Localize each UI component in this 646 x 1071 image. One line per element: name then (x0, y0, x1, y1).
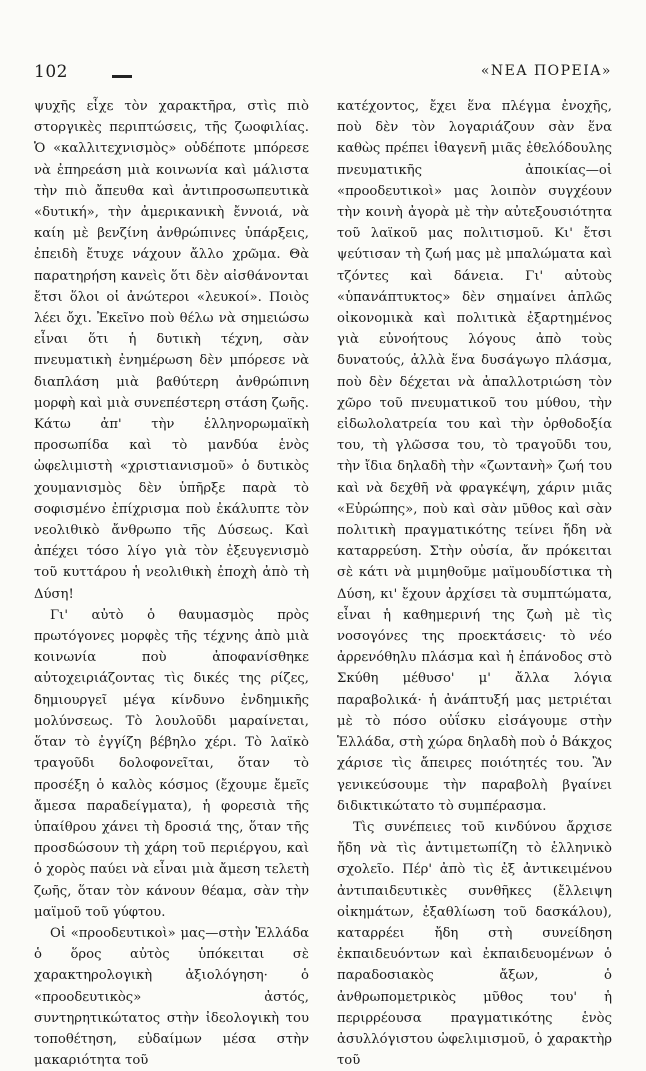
paragraph: Τὶς συνέπειες τοῦ κινδύνου ἄρχισε ἤδη νὰ τὶς ἀντιμετωπίζη τὸ ἑλληνικὸ σχολεῖο. Πέρ' ἀπὸ τὶς ἐξ ἀντικειμένου ἀντιπαιδευτικὲς συνθῆκες (ἔλλειψη οἰκημάτων, ἐξαθλίωση τοῦ δασκάλου), καταρρέει ἤδη στὴ συνείδηση ἐκπαιδευόντων καὶ ἐκπαιδευομένων ὁ παραδοσιακὸς ἄξων, ὁ ἀνθρωπομετρικὸς μῦθος του' ἡ περιρρέουσα πραγματικότης ἑνὸς ἀσυλλόγιστου ὠφελιμισμοῦ, ὁ χαρακτὴρ τοῦ (337, 819, 612, 1069)
left-column (34, 96, 309, 1069)
paragraph: Οἱ «προοδευτικοὶ» μας—στὴν Ἑλλάδα ὁ ὅρος αὐτὸς ὑπόκειται σὲ χαρακτηρολογικὴ ἀξιολόγηση· ὁ «προοδευτικὸς» ἀστός, συντηρητικώτατος στὴν ἰδεολογικὴ του τοποθέτηση, εὐδαίμων μέσα στὴν μακαριότητα τοῦ (34, 925, 309, 1069)
running-title: «ΝΕΑ ΠΟΡΕΙΑ» (480, 63, 612, 79)
right-column (337, 96, 612, 1069)
text-columns (34, 96, 612, 1069)
paragraph: κατέχοντος, ἔχει ἕνα πλέγμα ἐνοχῆς, ποὺ δὲν τὸν λογαριάζουν σὰν ἕνα καθὼς πρέπει ἰθαγενῆ μιᾶς ἐθελόδουλης πνευματικῆς ἀποικίας—οἱ «προοδευτικοὶ» μας λοιπὸν συγχέουν τὴν κοινὴ ἀγορὰ μὲ τὴν αὐτεξουσιότητα τοῦ λαϊκοῦ μας πολιτισμοῦ. Κι' ἔτσι ψεύτισαν τὴ ζωή μας μὲ μπαλώματα καὶ τζόντες καὶ δάνεια. Γι' αὐτοὺς «ὑπανάπτυκτος» δὲν σημαίνει ἁπλῶς οἰκονομικὰ καὶ πολιτικὰ ἐξαρτημένος γιὰ εὐνοήτους λόγους ἀπὸ τοὺς δυνατούς, ἀλλὰ ἕνα δυσάγωγο πλάσμα, ποὺ δὲν δέχεται νὰ ἀπαλλοτριώση τὸν χῶρο τοῦ πνευματικοῦ του μύθου, τὴν εἰδωλολατρεία του καὶ τὴν ὀρθοδοξία του, τὴ γλῶσσα του, τὸ τραγοῦδι του, τὴν ἴδια δηλαδὴ τὴν «ζωντανὴ» ζωή του καὶ νὰ δεχθῆ νὰ φραγκέψη, χάριν μιᾶς «Εὐρώπης», ποὺ καὶ σὰν μῦθος καὶ σὰν πολιτικὴ πραγματικότης τείνει ἤδη νὰ καταρρεύση. Στὴν οὐσία, ἄν πρόκειται σὲ κάτι νὰ μιμηθοῦμε μαϊμουδίστικα τὴ Δύση, κι' ἔχουν ἀρχίσει τὰ συμπτώματα, εἶναι ἡ καθημερινή της ζωὴ μὲ τὶς νοσογόνες της προεκτάσεις· τὸ νέο ἀρρενόθηλυ πλάσμα καὶ ἡ ἐπάνοδος στὸ Σκύθη μέθυσο' μ' ἄλλα λόγια παραβολικά· ἡ ἀνάπτυξή μας μετριέται μὲ τὸ πόσο οὐΐσκυ εἰσάγουμε στὴν Ἑλλάδα, στὴ χώρα δηλαδὴ ποὺ ὁ Βάκχος χάρισε τὶς ἄπειρες ποιότητές του. Ἂν γενικεύσουμε τὴν παραβολὴ βγαίνει διδικτικώτατο τὸ συμπέρασμα. (337, 99, 612, 814)
paragraph: Γι' αὐτὸ ὁ θαυμασμὸς πρὸς πρωτόγονες μορφὲς τῆς τέχνης ἀπὸ μιὰ κοινωνία ποὺ ἀποφανίσθηκε αὐτοχειριάζοντας τὶς δικές της ρίζες, δημιουργεῖ μέγα κίνδυνο ἐνδημικῆς μολύνσεως. Τὸ λουλοῦδι μαραίνεται, ὅταν τὸ ἐγγίζη βέβηλο χέρι. Τὸ λαϊκὸ τραγοῦδι δολοφονεῖται, ὅταν τὸ προσέξη ὁ καλὸς κόσμος (ἔχουμε ἔμεῖς ἄμεσα παραδείγματα), ἡ φορεσιὰ τῆς ὑπαίθρου χάνει τὴ δροσιά της, ὅταν τῆς προσδώσουν τὴ χάρη τοῦ περιέργου, καὶ ὁ χορὸς παύει νὰ εἶναι μιὰ ἄμεση τελετὴ ζωῆς, ὅταν τὸν κάνουν θέαμα, σὰν τὴν μαϊμοῦ τοῦ γύφτου. (34, 607, 309, 920)
page-header (34, 62, 612, 86)
header-ornament (112, 75, 132, 78)
page-number: 102 (34, 62, 68, 82)
paragraph: ψυχῆς εἶχε τὸν χαρακτῆρα, στὶς πιὸ στοργικὲς περιπτώσεις, τῆς ζωοφιλίας. Ὁ «καλλιτεχνισμὸς» οὐδέποτε μπόρεσε νὰ ἐπηρεάση μιὰ κοινωνία καὶ μάλιστα τὴν πιὸ ἄπευθα καὶ ἀντιπροσωπευτικὰ «δυτική», τὴν ἀμερικανικὴ ἔννοιά, νὰ καίη μὲ βενζίνη ἀνθρώπινες ὑπάρξεις, ἐπειδὴ ἔτυχε νάχουν ἄλλο χρῶμα. Θὰ παρατηρήση κανεὶς ὅτι δὲν αἰσθάνονται ἔτσι ὅλοι οἱ ἀνώτεροι «λευκοί». Ποιὸς λέει ὄχι. Ἐκεῖνο ποὺ θέλω νὰ σημειώσω εἶναι ὅτι ἡ δυτικὴ τέχνη, σὰν πνευματικὴ ἐνημέρωση δὲν μπόρεσε νὰ διαπλάση μιὰ βαθύτερη ἀνθρώπινη μορφὴ καὶ μιὰ συνεπέστερη στάση ζωῆς. Κάτω ἀπ' τὴν ἑλληνορωμαϊκὴ προσωπίδα καὶ τὸ μανδύα ἑνὸς ὠφελιμιστὴ «χριστιανισμοῦ» ὁ δυτικὸς χουμανισμὸς δὲν ὑπῆρξε παρὰ τὸ σοφισμένο ἐπίχρισμα ποὺ ἐκάλυπτε τὸν νεολιθικὸ ἄνθρωπο τῆς Δύσεως. Καὶ ἀπέχει τόσο λίγο γιὰ τὸν ἐξευγενισμὸ τοῦ κυττάρου ἡ νεολιθικὴ ἐποχὴ ἀπὸ τὴ Δύση! (34, 99, 309, 602)
